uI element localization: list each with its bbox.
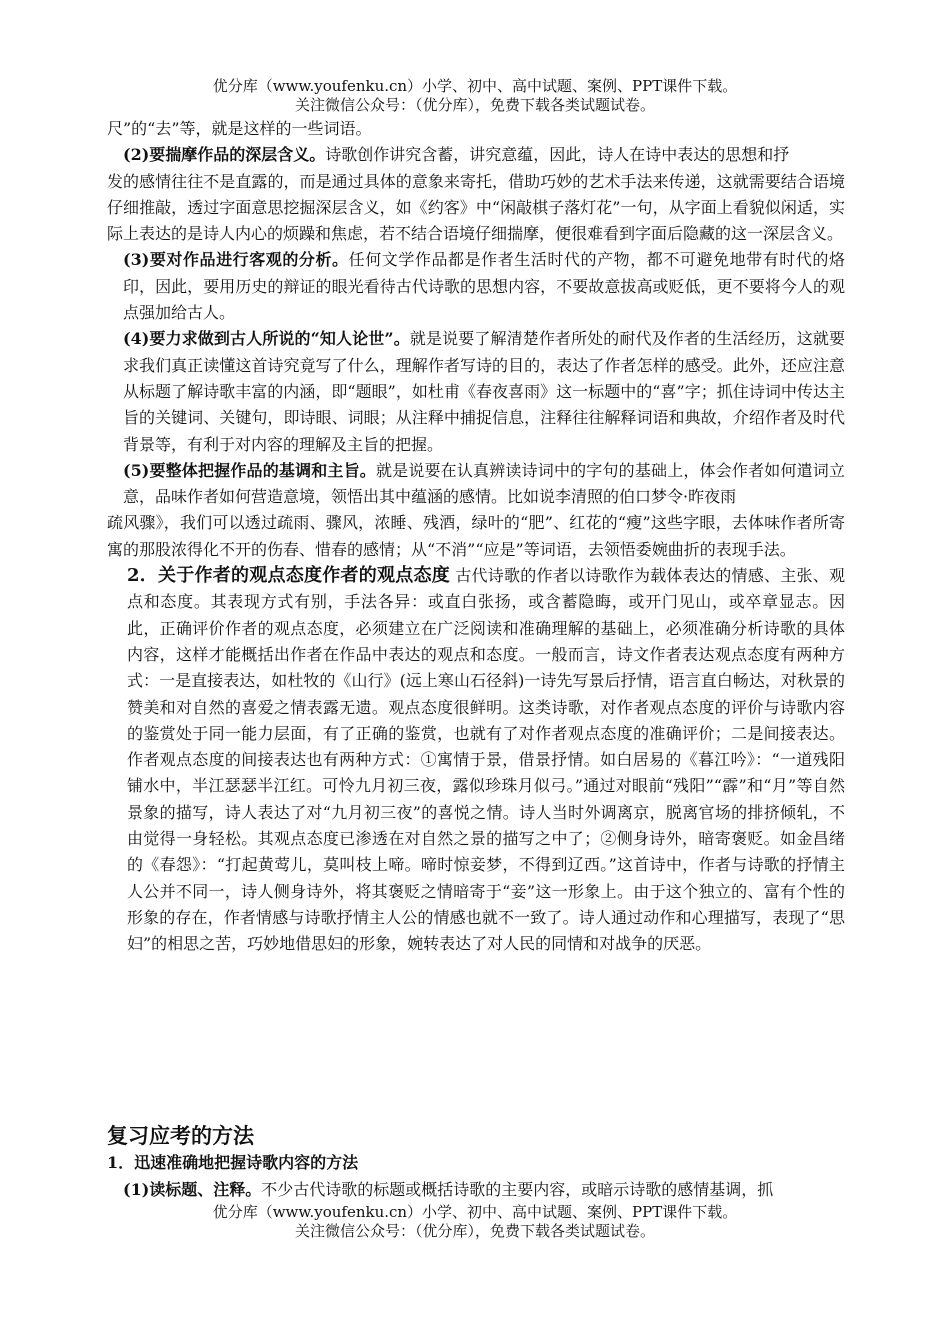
paragraph-5: [107, 458, 845, 511]
paragraph-5-continued: 疏风骤》，我们可以透过疏雨、骤风，浓睡、残酒，绿叶的“肥”、红花的“瘦”这些字眼，去体味作者所寄寓的那股浓得化不开的伤春、惜春的感情；从“不消”“应是”等词语，去领悟委婉曲折的表现手法。: [107, 513, 845, 559]
paragraph-4-heading: (4)要力求做到古人所说的“知人论世”。: [123, 329, 410, 349]
paragraph-2-head-line: [107, 142, 845, 168]
footer-line-1: 优分库（www.youfenku.cn）小学、初中、高中试题、案例、PPT课件下载。: [212, 1203, 738, 1221]
header-line-1: 优分库（www.youfenku.cn）小学、初中、高中试题、案例、PPT课件下载。: [212, 77, 738, 95]
method-1-text: 不少古代诗歌的标题或概括诗歌的主要内容，或暗示诗歌的感情基调，抓: [261, 1180, 774, 1199]
paragraph-0: 尺”的“去”等，就是这样的一些词语。: [107, 119, 372, 138]
method-1-subtitle: 1．迅速准确地把握诗歌内容的方法: [107, 1153, 359, 1172]
paragraph-3-text: 任何文学作品都是作者生活时代的产物，都不可避免地带有时代的烙印，因此，要用历史的辩证的眼光看待古代诗歌的思想内容，不要故意拔高或贬低，更不要将今人的观点强加给古人。: [123, 250, 845, 323]
paragraph-2-text: 诗歌创作讲究含蓄，讲究意蕴，因此，诗人在诗中表达的思想和抒: [325, 145, 790, 165]
paragraph-4: [107, 326, 845, 457]
paragraph-2-heading: (2)要揣摩作品的深层含义。: [123, 145, 326, 165]
paragraph-5-text: 就是说要在认真辨读诗词中的字句的基础上，体会作者如何遣词立意，品味作者如何营造意境，领悟出其中蕴涵的感情。比如说李清照的伯口梦令·昨夜雨: [123, 460, 845, 507]
paragraph-4-text: 就是说要了解清楚作者所处的耐代及作者的生活经历，这就要求我们真正读懂这首诗究竟写了什么，理解作者写诗的目的，表达了作者怎样的感受。此外，还应注意从标题了解诗歌丰富的内涵，即“题眼”，如杜甫《春夜喜雨》这一标题中的“喜”字；抓住诗词中传达主旨的关键词、关键句，即诗眼、词眼；从注释中捕捉信息，注释往往解释词语和典故，介绍作者及时代背景等，有利于对内容的理解及主旨的把握。: [123, 329, 845, 454]
section-2-text: 古代诗歌的作者以诗歌作为载体表达的情感、主张、观点和态度。其表现方式有别，手法各异：或直白张扬，或含蓄隐晦，或开门见山，或卒章显志。因此，正确评价作者的观点态度，必须建立在广泛阅读和准确理解的基础上，必须准确分析诗歌的具体内容，这样才能概括出作者在作品中表达的观点和态度。一般而言，诗文作者表达观点态度有两种方式：一是直接表达，如杜牧的《山行》(远上寒山石径斜)一诗先写景后抒情，语言直白畅达，对秋景的赞美和对自然的喜爱之情表露无遗。观点态度很鲜明。这类诗歌，对作者观点态度的评价与诗歌内容的鉴赏处于同一能力层面，有了正确的鉴赏，也就有了对作者观点态度的准确评价；二是间接表达。作者观点态度的间接表达也有两种方式：①寓情于景，借景抒情。如白居易的《暮江吟》：“一道残阳铺水中，半江瑟瑟半江红。可怜九月初三夜，露似珍珠月似弓。”通过对眼前“残阳”“霹”和“月”等自然景象的描写，诗人表达了对“九月初三夜”的喜悦之情。诗人当时外调离京，脱离官场的排挤倾轧，不由觉得一身轻松。其观点态度已渗透在对自然之景的描写之中了；②侧身诗外，暗寄褒贬。如金昌绪的《春怨》：“打起黄莺儿，莫叫枝上啼。啼时惊妾梦，不得到辽西。”这首诗中，作者与诗歌的抒情主人公并不同一，诗人侧身诗外，将其褒贬之情暗寄于“妾”这一形象上。由于这个独立的、富有个性的形象的存在，作者情感与诗歌抒情主人公的情感也就不一致了。诗人通过动作和心理描写，表现了“思妇”的相思之苦，巧妙地借思妇的形象，婉转表达了对人民的同情和对战争的厌恶。: [127, 566, 845, 954]
paragraph-2-continued: 发的感情往往不是直露的，而是通过具体的意象来寄托，借助巧妙的艺术手法来传递，这就需要结合语境仔细推敲，透过字面意思挖掘深层含义，如《约客》中“闲敲棋子落灯花”一句，从字面上看貌似闲适，实际上表达的是诗人内心的烦躁和焦虑，若不结合语境仔细揣摩，便很难看到字面后隐藏的这一深层含义。: [107, 171, 845, 244]
paragraph-5-heading: (5)要整体把握作品的基调和主旨。: [123, 460, 376, 480]
article-body: [107, 116, 845, 958]
section-2-heading: 2．关于作者的观点态度作者的观点态度: [127, 565, 450, 587]
section-2: [107, 563, 845, 957]
paragraph-3: [107, 247, 845, 326]
review-methods-title: 复习应考的方法: [107, 1124, 254, 1148]
header-line-2: 关注微信公众号：（优分库），免费下载各类试题试卷。: [294, 96, 655, 114]
method-1-paragraph: [123, 1178, 845, 1202]
method-1-heading: (1)读标题、注释。: [123, 1180, 262, 1199]
footer-line-2: 关注微信公众号：（优分库），免费下载各类试题试卷。: [294, 1222, 655, 1240]
paragraph-3-heading: (3)要对作品进行客观的分析。: [123, 250, 349, 270]
